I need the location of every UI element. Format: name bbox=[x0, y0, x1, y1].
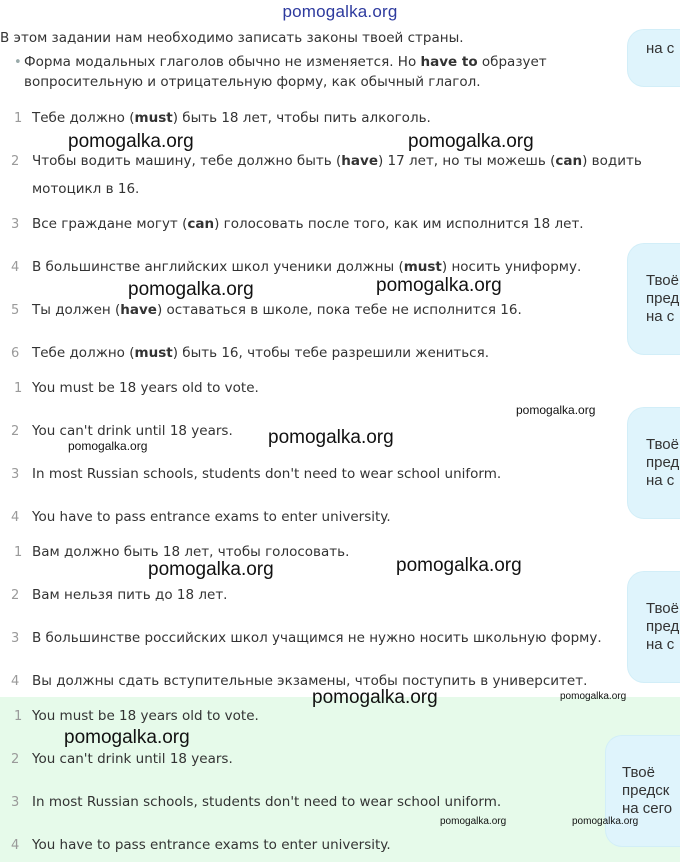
list-item: В большинстве российских школ учащимся не нужно носить школьную форму. bbox=[32, 630, 602, 646]
list-item: Вам нельзя пить до 18 лет. bbox=[32, 587, 228, 603]
list-number: 2 bbox=[11, 588, 20, 603]
header-watermark[interactable]: pomogalka.org bbox=[282, 2, 398, 21]
list-number: 3 bbox=[11, 795, 20, 810]
watermark: pomogalka.org bbox=[408, 131, 534, 152]
bubble-line: Твоё bbox=[646, 272, 679, 289]
list-item: You must be 18 years old to vote. bbox=[32, 708, 259, 724]
list-item: You must be 18 years old to vote. bbox=[32, 380, 259, 396]
list-number: 3 bbox=[11, 631, 20, 646]
list-item: You have to pass entrance exams to enter university. bbox=[32, 837, 391, 853]
grammar-note: Форма модальных глаголов обычно не изменяется. Но have to образует вопросительную и отрицательную форму, как обычный глагол. bbox=[24, 54, 547, 90]
watermark: pomogalka.org bbox=[396, 555, 522, 576]
list-item: Все граждане могут (can) голосовать после того, как им исполнится 18 лет. bbox=[32, 216, 584, 232]
watermark: pomogalka.org bbox=[560, 691, 627, 702]
bubble-line: на с bbox=[646, 636, 675, 653]
chat-bubble[interactable] bbox=[628, 244, 680, 354]
task-intro: В этом задании нам необходимо записать законы твоей страны. bbox=[0, 30, 464, 46]
watermark: pomogalka.org bbox=[312, 687, 438, 708]
watermark: pomogalka.org bbox=[268, 427, 394, 448]
bubble-line: на с bbox=[646, 40, 675, 57]
list-item: Ты должен (have) оставаться в школе, пока тебе не исполнится 16. bbox=[32, 302, 522, 318]
bubble-line: пред bbox=[646, 454, 680, 471]
list-number: 1 bbox=[14, 111, 23, 126]
watermark: pomogalka.org bbox=[572, 816, 639, 827]
list-item: Чтобы водить машину, тебе должно быть (have) 17 лет, но ты можешь (can) водить мотоцикл в 16. bbox=[32, 153, 642, 197]
bubble-line: Твоё bbox=[646, 436, 679, 453]
chat-bubble[interactable] bbox=[628, 30, 680, 86]
list-item: You can't drink until 18 years. bbox=[32, 423, 233, 439]
watermark: pomogalka.org bbox=[440, 816, 507, 827]
list-item: Тебе должно (must) быть 16, чтобы тебе разрешили жениться. bbox=[32, 345, 490, 361]
list-item: You have to pass entrance exams to enter university. bbox=[32, 509, 391, 525]
list-number: 4 bbox=[11, 838, 20, 853]
chat-bubble[interactable] bbox=[628, 572, 680, 682]
list-item: Вы должны сдать вступительные экзамены, чтобы поступить в университет. bbox=[32, 673, 588, 689]
list-number: 2 bbox=[11, 752, 20, 767]
list-number: 4 bbox=[11, 674, 20, 689]
bubble-line: пред bbox=[646, 618, 680, 635]
chat-bubble[interactable] bbox=[606, 736, 680, 846]
watermark: pomogalka.org bbox=[68, 439, 148, 453]
list-item: In most Russian schools, students don't need to wear school uniform. bbox=[32, 466, 502, 482]
list-item: In most Russian schools, students don't need to wear school uniform. bbox=[32, 794, 502, 810]
bubble-line: предск bbox=[622, 782, 670, 799]
bullet-dot: • bbox=[14, 55, 22, 70]
list-number: 2 bbox=[11, 154, 20, 169]
list-number: 1 bbox=[14, 381, 23, 396]
bubble-line: на с bbox=[646, 308, 675, 325]
watermark: pomogalka.org bbox=[376, 275, 502, 296]
list-number: 1 bbox=[14, 709, 23, 724]
list-item: В большинстве английских школ ученики должны (must) носить униформу. bbox=[32, 259, 582, 275]
list-item: Вам должно быть 18 лет, чтобы голосовать. bbox=[32, 544, 350, 560]
watermark: pomogalka.org bbox=[128, 279, 254, 300]
bubble-line: на сего bbox=[622, 800, 673, 817]
list-number: 3 bbox=[11, 217, 20, 232]
bubble-line: Твоё bbox=[646, 600, 679, 617]
chat-bubble[interactable] bbox=[628, 408, 680, 518]
bubble-line: пред bbox=[646, 290, 680, 307]
list-number: 4 bbox=[11, 260, 20, 275]
list-number: 1 bbox=[14, 545, 23, 560]
list-item: You can't drink until 18 years. bbox=[32, 751, 233, 767]
list-number: 2 bbox=[11, 424, 20, 439]
list-item: Тебе должно (must) быть 18 лет, чтобы пить алкоголь. bbox=[32, 110, 431, 126]
list-number: 4 bbox=[11, 510, 20, 525]
watermark: pomogalka.org bbox=[148, 559, 274, 580]
watermark: pomogalka.org bbox=[68, 131, 194, 152]
watermark: pomogalka.org bbox=[516, 403, 596, 417]
list-number: 5 bbox=[11, 303, 20, 318]
bubble-line: Твоё bbox=[622, 764, 655, 781]
bubble-line: на с bbox=[646, 472, 675, 489]
list-number: 3 bbox=[11, 467, 20, 482]
list-number: 6 bbox=[11, 346, 20, 361]
watermark: pomogalka.org bbox=[64, 727, 190, 748]
